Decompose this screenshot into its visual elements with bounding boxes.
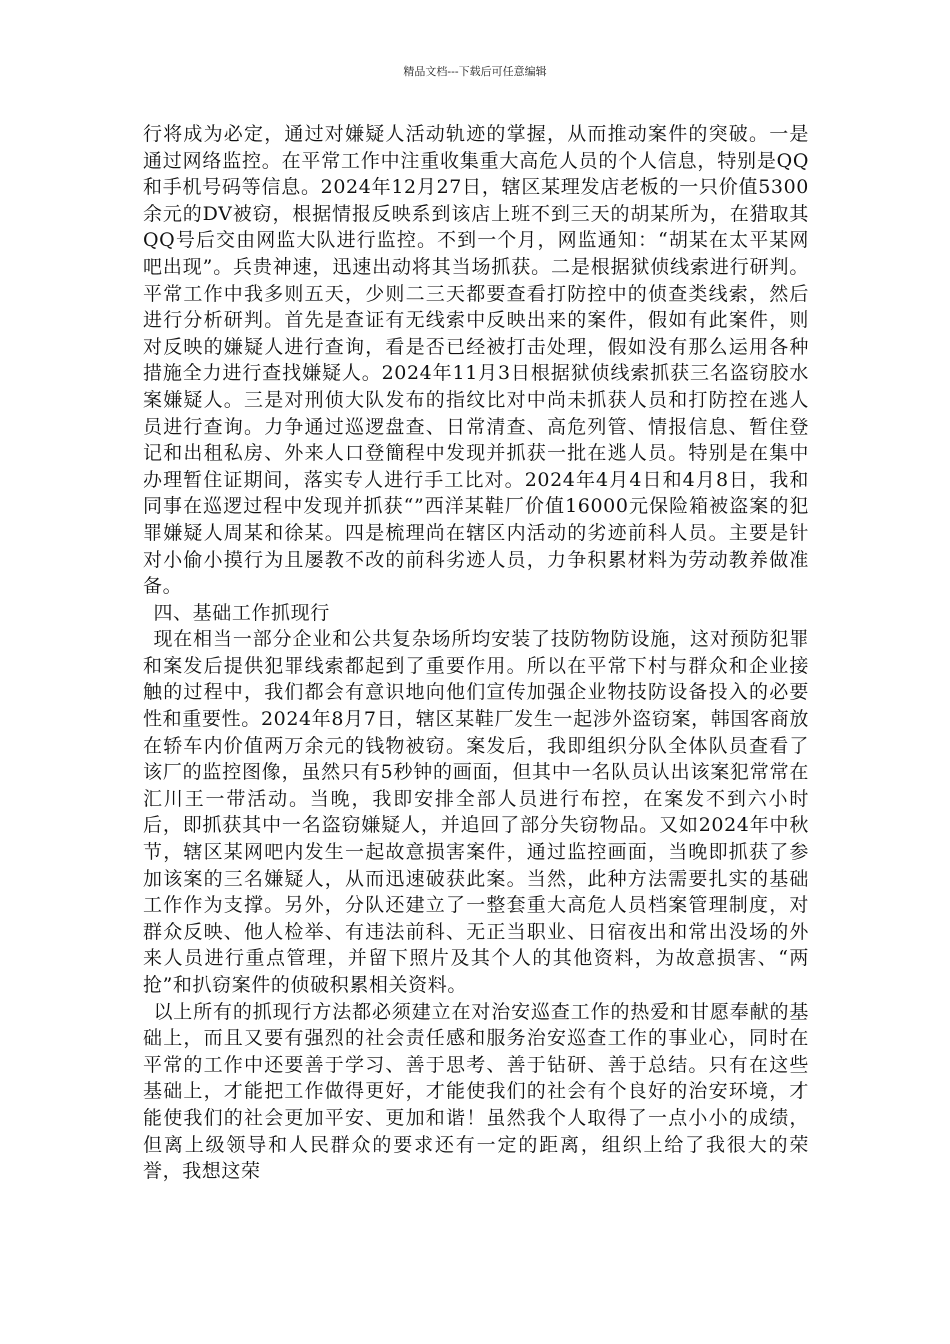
section-heading-basic-work: 四、基础工作抓现行 bbox=[153, 601, 330, 624]
document-body bbox=[143, 121, 809, 1185]
paragraph-conclusion: 以上所有的抓现行方法都必须建立在对治安巡查工作的热爱和甘愿奉献的基础上，而且又要有强烈的社会责任感和服务治安巡查工作的事业心，同时在平常的工作中还要善于学习、善于思考、善于钻研、善于总结。只有在这些基础上，才能把工作做得更好，才能使我们的社会有个良好的治安环境，才能使我们的社会更加平安、更加和谐！虽然我个人取得了一点小小的成绩，但离上级领导和人民群众的要求还有一定的距离，组织上给了我很大的荣誉，我想这荣 bbox=[143, 1000, 809, 1183]
paragraph-investigation-methods: 行将成为必定，通过对嫌疑人活动轨迹的掌握，从而推动案件的突破。一是通过网络监控。在平常工作中注重收集重大高危人员的个人信息，特别是QQ和手机号码等信息。2024年12月27日，辖区某理发店老板的一只价值5300余元的DV被窃，根据情报反映系到该店上班不到三天的胡某所为，在猎取其QQ号后交由网监大队进行监控。不到一个月，网监通知：“胡某在太平某网吧出现”。兵贵神速，迅速出动将其当场抓获。二是根据狱侦线索进行研判。平常工作中我多则五天，少则二三天都要查看打防控中的侦查类线索，然后进行分析研判。首先是查证有无线索中反映出来的案件，假如有此案件，则对反映的嫌疑人进行查询，看是否已经被打击处理，假如没有那么运用各种措施全力进行查找嫌疑人。2024年11月3日根据狱侦线索抓获三名盗窃胶水案嫌疑人。三是对刑侦大队发布的指纹比对中尚未抓获人员和打防控在逃人员进行查询。力争通过巡逻盘查、日常清查、高危列管、情报信息、暂住登记和出租私房、外来人口登簡程中发现并抓获一批在逃人员。特别是在集中办理暂住证期间，落实专人进行手工比对。2024年4月4日和4月8日，我和同事在巡逻过程中发现并抓获“”西洋某鞋厂价值16000元保险箱被盗案的犯罪嫌疑人周某和徐某。四是梳理尚在辖区内活动的劣迹前科人员。主要是针对小偷小摸行为且屡教不改的前科劣迹人员，力争积累材料为劳动教养做准备。 bbox=[143, 123, 809, 598]
paragraph-surveillance: 现在相当一部分企业和公共复杂场所均安装了技防物防设施，这对预防犯罪和案发后提供犯罪线索都起到了重要作用。所以在平常下村与群众和企业接触的过程中，我们都会有意识地向他们宣传加强企业物技防设备投入的必要性和重要性。2024年8月7日，辖区某鞋厂发生一起涉外盗窃案，韩国客商放在轿车内价值两万余元的钱物被窃。案发后，我即组织分队全体队员查看了该厂的监控图像，虽然只有5秒钟的画面，但其中一名队员认出该案犯常常在汇川王一带活动。当晚，我即安排全部人员进行布控，在案发不到六小时后，即抓获其中一名盗窃嫌疑人，并追回了部分失窃物品。又如2024年中秋节，辖区某网吧内发生一起故意损害案件，通过监控画面，当晚即抓获了参加该案的三名嫌疑人，从而迅速破获此案。当然，此种方法需要扎实的基础工作作为支撑。另外，分队还建立了一整套重大高危人员档案管理制度，对群众反映、他人检举、有违法前科、无正当职业、日宿夜出和常出没场的外来人员进行重点管理，并留下照片及其个人的其他资料，为故意损害、“两抢”和扒窃案件的侦破积累相关资料。 bbox=[143, 628, 809, 996]
page-header: 精品文档---下载后可任意编辑 bbox=[403, 65, 547, 78]
